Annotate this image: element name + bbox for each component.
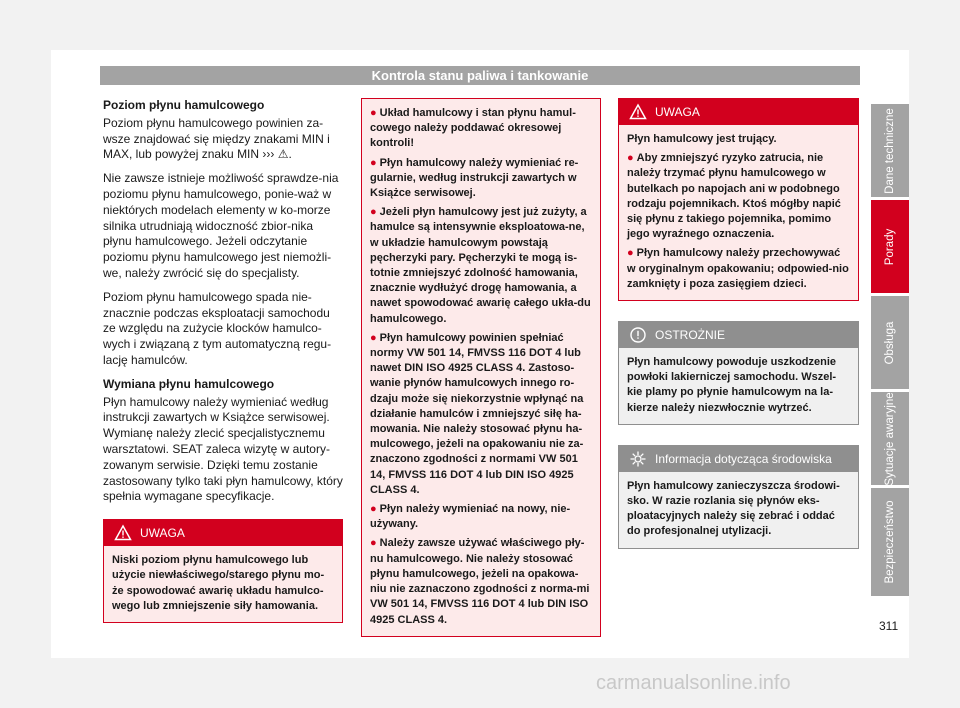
warning-continued-box: [361, 98, 601, 637]
warning-box: [103, 519, 343, 623]
bullet-text: Płyn hamulcowy należy wymieniać re-gularnie, według instrukcji zawartych w Książce serwisowej.: [370, 156, 579, 200]
bullet-icon: ●: [370, 206, 377, 219]
bullet-icon: ●: [370, 331, 377, 344]
tab-label: Bezpieczeństwo: [884, 500, 896, 584]
warning-header: [619, 99, 858, 125]
tab-label: Obsługa: [884, 321, 896, 364]
bullet-text: Układ hamulcowy i stan płynu hamul-cowego należy poddawać okresowej kontroli!: [370, 107, 576, 150]
environment-leaf-icon: [629, 450, 647, 468]
bullet-icon: ●: [370, 107, 377, 119]
warning-triangle-icon: [629, 103, 647, 121]
tab-label: Porady: [884, 228, 896, 265]
tab-dane-techniczne[interactable]: [871, 104, 909, 197]
warning-text: Niski poziom płynu hamulcowego lub użycie niewłaściwego/starego płynu mo-że spowodować awarię układu hamulco-wego lub zmniejszenie siły hamowania.: [112, 554, 325, 612]
paragraph: Poziom płynu hamulcowego spada nie-znacznie podczas eksploatacji samochodu ze względu na zużycie klocków hamulco-wych i związaną z tym automatyczną regu-lację hamulców.: [103, 289, 332, 367]
warning-body: [104, 546, 342, 622]
bullet-text: Jeżeli płyn hamulcowy jest już zużyty, a hamulce są intensywnie eksploatowa-ne, w układzie hamulcowym powstają pęcherzyki pary. Pęcherzyki te mogą is-totnie zmniejszyć zdolność hamowania, znacznie wydłużyć drogę hamowania, a nawet spowodować awarię całego ukła-du hamulcowego.: [370, 206, 591, 325]
tab-obsluga[interactable]: [871, 296, 909, 389]
environment-header: [619, 446, 858, 472]
environment-title: Informacja dotycząca środowiska: [655, 451, 832, 466]
column-3: [618, 98, 859, 549]
watermark: carmanualsonline.info: [596, 672, 791, 694]
warning-intro: Płyn hamulcowy jest trujący.: [627, 133, 777, 145]
bullet-item: [370, 205, 592, 327]
tab-porady[interactable]: [871, 200, 909, 293]
column-2: [361, 98, 601, 637]
tab-bezpieczenstwo[interactable]: [871, 488, 909, 596]
caution-header: [619, 322, 858, 348]
bullet-item: [370, 156, 592, 202]
bullet-item: [627, 246, 850, 292]
bullet-item: [370, 331, 592, 498]
bullet-item: [627, 151, 850, 242]
warning-triangle-icon: [114, 524, 132, 542]
bullet-icon: ●: [370, 537, 377, 550]
bullet-text: Płyn hamulcowy należy przechowywać w oryginalnym opakowaniu; odpowied-nio zamknięty i poza zasięgiem dzieci.: [627, 247, 849, 290]
bullet-item: [370, 536, 592, 627]
warning-header: [104, 520, 342, 546]
paragraph: Nie zawsze istnieje możliwość sprawdze-nia poziomu płynu hamulcowego, ponie-waż w niektórych modelach elementy w ko-morze silnika utrudniają widoczność zbior-nika płynu hamulcowego. Jeżeli odczytanie poziomu płynu hamulcowego jest niemożli-we, należy zwrócić się do specjalisty.: [103, 171, 339, 280]
bullet-text: Płyn należy wymieniać na nowy, nie-używany.: [370, 503, 571, 531]
tab-label: Sytuacje awaryjne: [884, 391, 896, 486]
tab-sytuacje-awaryjne[interactable]: [871, 392, 909, 485]
warning-title: UWAGA: [655, 105, 700, 119]
bullet-icon: ●: [370, 503, 377, 516]
paragraph: Płyn hamulcowy należy wymieniać według instrukcji zawartych w Książce serwisowej. Wymianę należy zlecić specjalistycznemu warsztatowi. SEAT zaleca wizytę w autory-zowanym serwisie. Dzięki temu zostanie zastosowany tylko taki płyn hamulcowy, który spełnia wymagane specyfikacje.: [103, 394, 343, 504]
environment-box: [618, 445, 859, 549]
bullet-text: Należy zawsze używać właściwego pły-nu hamulcowego. Nie należy stosować płynu hamulcowego, jeżeli na opakowa-niu nie zaznaczono zgodności z norma-mi VW 501 14, FMVSS 116 DOT 4 lub DIN ISO 4925 CLASS 4.: [370, 537, 590, 626]
bullet-text: Płyn hamulcowy powinien spełniać normy VW 501 14, FMVSS 116 DOT 4 lub nawet DIN ISO 4925 CLASS 4. Zastoso-wanie płynów hamulcowych innego ro-dzaju może się niekorzystnie wpłynąć na działanie hamulców i zmniejszyć siłę ha-mowania. Nie należy stosować płynu ha-mulcowego, jeżeli na opakowaniu nie za-znaczono zgodności z normami VW 501 14, FMVSS 116 DOT 4 lub DIN ISO 4925 CLASS 4.: [370, 331, 584, 496]
bullet-icon: ●: [370, 156, 377, 169]
environment-text: Płyn hamulcowy zanieczyszcza środowi-sko. W razie rozlania się płynów eks-ploatacyjnych należy się zebrać i oddać do profesjonalnej utylizacji.: [627, 479, 840, 538]
warning-body: [619, 125, 858, 300]
environment-body: [619, 472, 858, 548]
caution-title: OSTROŻNIE: [655, 328, 726, 343]
paragraph: Poziom płynu hamulcowego powinien za-wsze znajdować się między znakami MIN i MAX, lub powyżej znaku MIN ››› ⚠.: [103, 115, 330, 162]
bullet-icon: ●: [627, 152, 634, 165]
bullet-text: Aby zmniejszyć ryzyko zatrucia, nie należy trzymać płynu hamulcowego w butelkach po napojach ani w podobnego rodzaju pojemnikach. Ktoś mógłby napić się płynu z takiego pojemnika, pomimo jego wyraźnego oznaczenia.: [627, 152, 841, 241]
bullet-icon: ●: [627, 247, 634, 260]
warning-continued-body: [362, 99, 600, 636]
column-1: [103, 98, 343, 623]
caution-box: [618, 321, 859, 425]
chapter-tabs: [871, 104, 909, 599]
warning-box: [618, 98, 859, 301]
section-heading: Wymiana płynu hamulcowego: [103, 376, 275, 391]
page-number: 311: [879, 619, 899, 633]
bullet-item: [370, 502, 592, 532]
caution-text: Płyn hamulcowy powoduje uszkodzenie powłoki lakierniczej samochodu. Wszel-kie plamy po płynie hamulcowym na la-kierze należy niezwłocznie wytrzeć.: [627, 356, 837, 414]
caution-body: [619, 348, 858, 424]
tab-label: Dane techniczne: [884, 107, 896, 194]
section-heading: Poziom płynu hamulcowego: [103, 98, 265, 112]
page-header: Kontrola stanu paliwa i tankowanie: [100, 66, 860, 85]
caution-circle-icon: [629, 326, 647, 344]
bullet-item: [370, 106, 592, 152]
warning-title: UWAGA: [140, 526, 185, 541]
